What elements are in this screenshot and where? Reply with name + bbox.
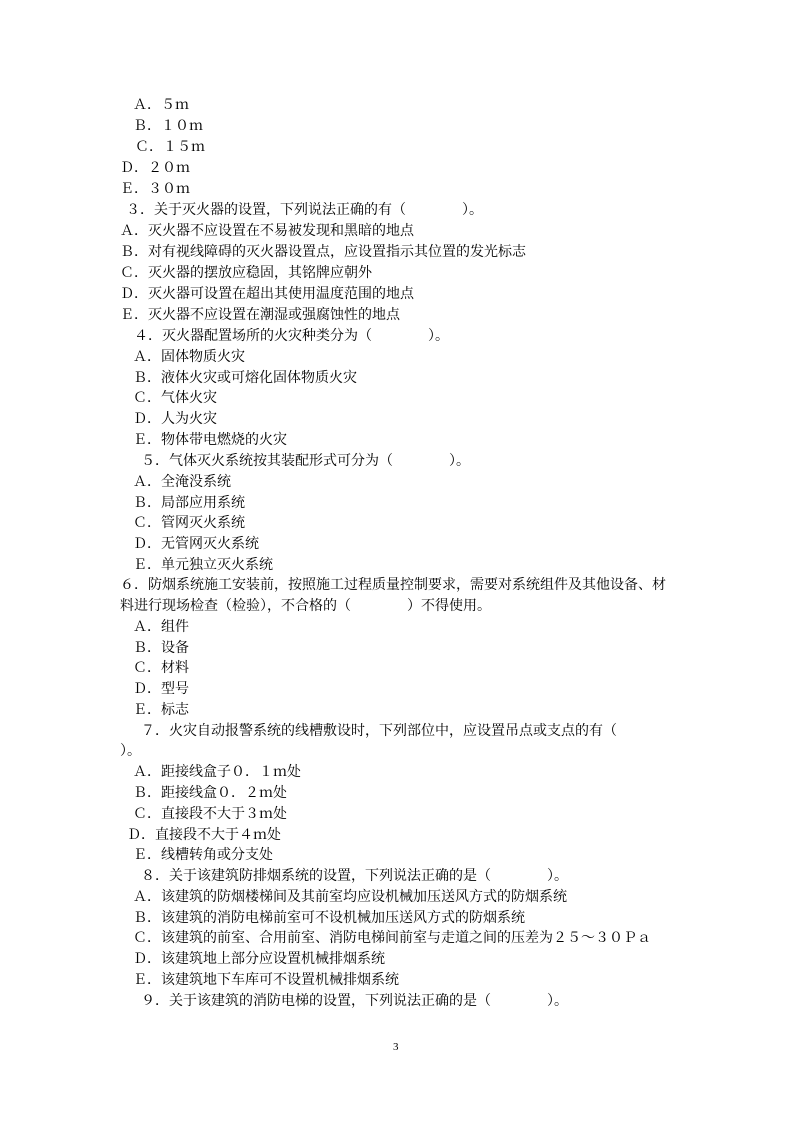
option-line: Ａ．灭火器不应设置在不易被发现和黑暗的地点 (120, 223, 414, 239)
option-line: Ｂ．设备 (133, 640, 189, 656)
question-6: ６．防烟系统施工安装前，按照施工过程质量控制要求，需要对系统组件及其他设备、材 (120, 577, 666, 593)
question-6-cont: 料进行现场检查（检验），不合格的（ ）不得使用。 (120, 598, 491, 614)
option-line: Ｃ．该建筑的前室、合用前室、消防电梯间前室与走道之间的压差为２５～３０Ｐａ (133, 930, 651, 946)
option-line: Ｂ．液体火灾或可熔化固体物质火灾 (133, 370, 357, 386)
option-line: Ａ．组件 (133, 619, 189, 635)
question-7-cont: ）。 (120, 743, 141, 759)
question-9: ９．关于该建筑的消防电梯的设置，下列说法正确的是（ ）。 (141, 993, 568, 1009)
option-line: Ｅ．标志 (133, 702, 189, 718)
option-line: Ｂ．对有视线障碍的灭火器设置点，应设置指示其位置的发光标志 (120, 244, 526, 260)
option-line: Ａ．距接线盒子０．１ｍ处 (133, 764, 301, 780)
option-line: Ｃ．管网灭火系统 (133, 515, 245, 531)
option-line: Ｄ．人为火灾 (133, 411, 217, 427)
question-4: ４．灭火器配置场所的火灾种类分为（ ）。 (134, 328, 449, 344)
option-line: Ｃ．气体火灾 (133, 390, 217, 406)
option-line: Ｄ．该建筑地上部分应设置机械排烟系统 (133, 951, 385, 967)
option-line: Ａ．固体物质火灾 (133, 349, 245, 365)
option-line: Ｃ．材料 (133, 660, 189, 676)
option-line: Ｂ．距接线盒０．２ｍ处 (133, 785, 287, 801)
option-line: Ｂ．该建筑的消防电梯前室可不设机械加压送风方式的防烟系统 (133, 910, 525, 926)
option-line: Ｂ．局部应用系统 (133, 495, 245, 511)
option-line: Ｅ．单元独立灭火系统 (133, 557, 273, 573)
question-3: ３．关于灭火器的设置，下列说法正确的有（ ）。 (126, 202, 483, 218)
option-line: Ｃ．１５ｍ (135, 139, 205, 155)
option-line: Ｅ．３０ｍ (120, 181, 190, 197)
option-line: Ｄ．灭火器可设置在超出其使用温度范围的地点 (120, 286, 414, 302)
question-7: ７．火灾自动报警系统的线槽敷设时，下列部位中，应设置吊点或支点的有（ (141, 723, 617, 739)
option-line: Ｅ．线槽转角或分支处 (133, 847, 273, 863)
option-line: Ａ．５ｍ (133, 97, 189, 113)
option-line: Ａ．全淹没系统 (133, 474, 231, 490)
option-line: Ｄ．２０ｍ (120, 160, 190, 176)
option-line: Ｃ．灭火器的摆放应稳固，其铭牌应朝外 (120, 265, 372, 281)
option-line: Ｃ．直接段不大于３ｍ处 (133, 806, 287, 822)
option-line: Ｄ．无管网灭火系统 (133, 536, 259, 552)
option-line: Ａ．该建筑的防烟楼梯间及其前室均应设机械加压送风方式的防烟系统 (133, 889, 567, 905)
option-line: Ｅ．灭火器不应设置在潮湿或强腐蚀性的地点 (120, 307, 400, 323)
option-line: Ｅ．物体带电燃烧的火灾 (133, 432, 287, 448)
option-line: Ｂ．１０ｍ (133, 118, 203, 134)
option-line: Ｄ．型号 (133, 681, 189, 697)
option-line: Ｅ．该建筑地下车库可不设置机械排烟系统 (133, 972, 399, 988)
page-number: 3 (393, 1041, 399, 1053)
option-line: Ｄ．直接段不大于４ｍ处 (127, 827, 281, 843)
question-5: ５．气体灭火系统按其装配形式可分为（ ）。 (141, 453, 470, 469)
question-8: ８．关于该建筑防排烟系统的设置，下列说法正确的是（ ）。 (141, 868, 568, 884)
